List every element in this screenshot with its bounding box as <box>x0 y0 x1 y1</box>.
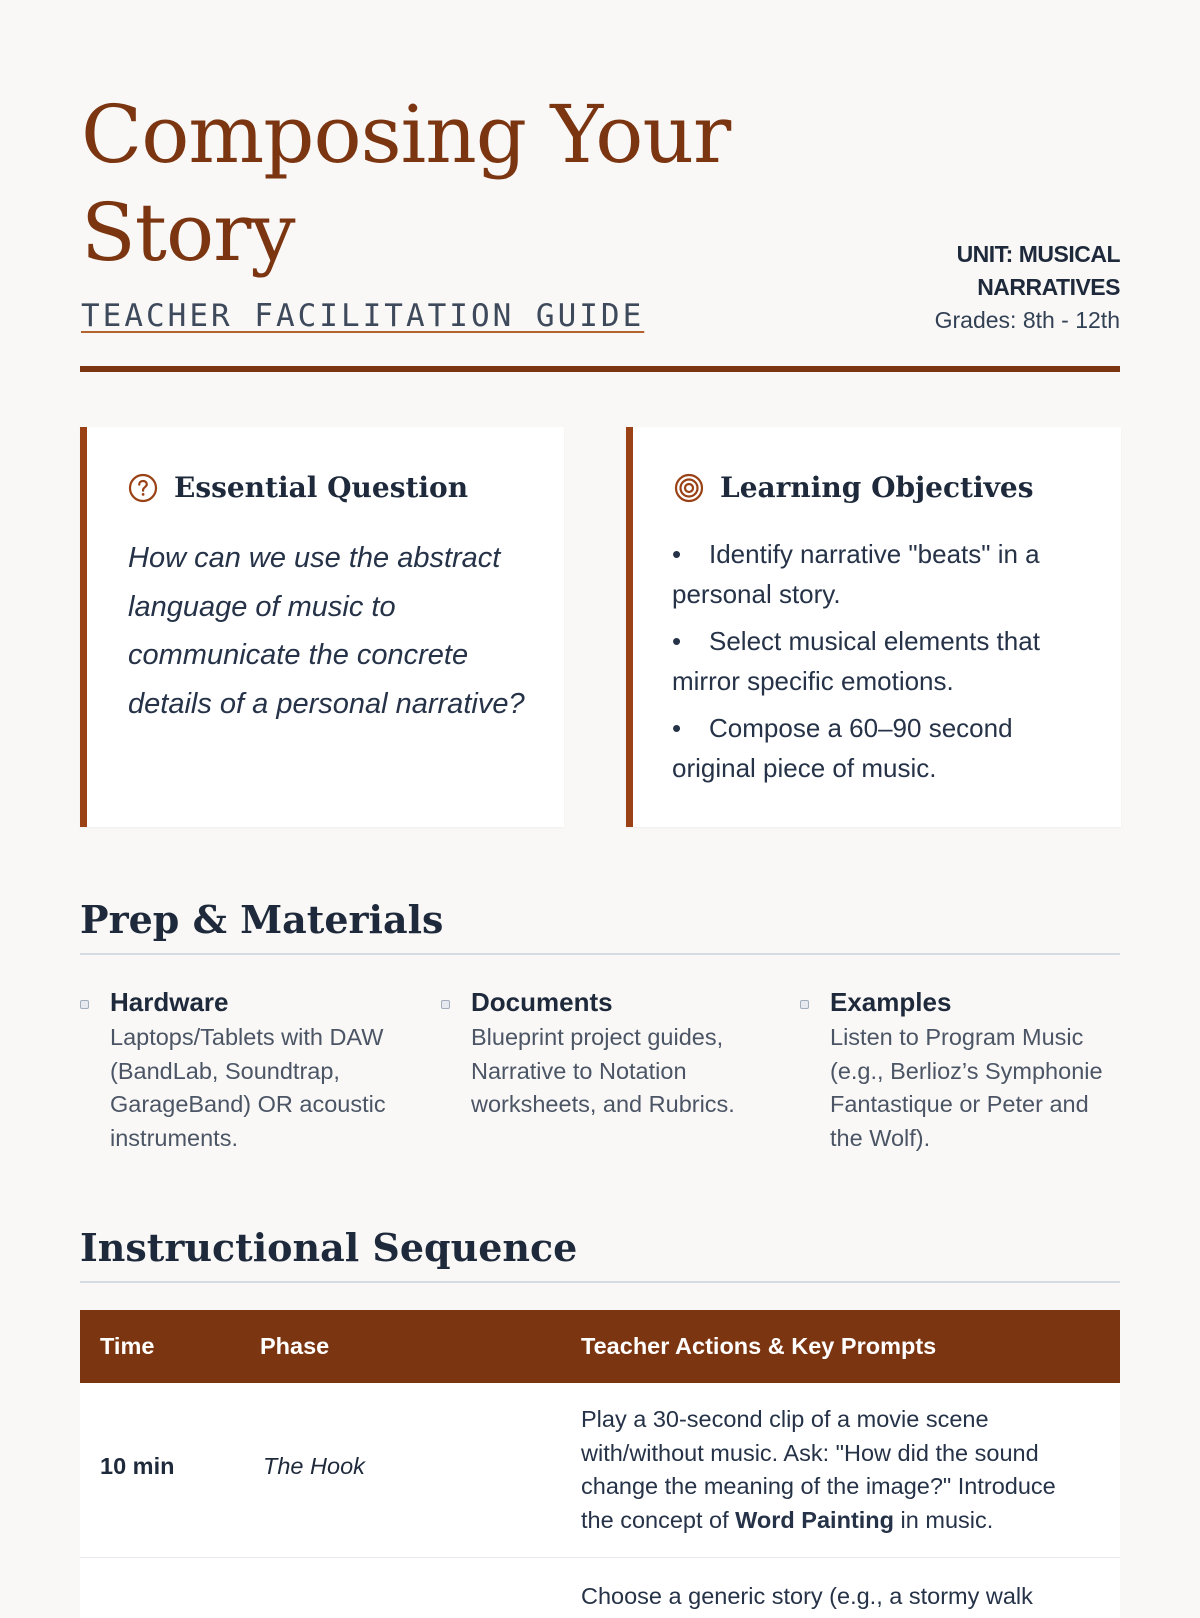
cell-phase: The Hook <box>263 1453 365 1479</box>
sequence-divider <box>80 1281 1120 1283</box>
sequence-table <box>80 1310 1120 1618</box>
square-bullet-icon <box>441 1000 450 1009</box>
question-circle-icon <box>128 473 158 503</box>
learning-objectives-title: Learning Objectives <box>720 471 1034 504</box>
table-header <box>80 1310 1120 1383</box>
prep-divider <box>80 953 1120 955</box>
unit-info <box>860 238 1120 337</box>
cell-actions: Play a 30-second clip of a movie scene with/without music. Ask: "How did the sound change the meaning of the image?" Introduce the concept of Word Painting in music. <box>581 1406 1056 1533</box>
essential-question-card <box>80 427 564 827</box>
prep-heading: Prep & Materials <box>80 897 444 942</box>
page-title: Composing Your Story <box>81 88 731 279</box>
objectives-list <box>672 534 1092 795</box>
target-icon <box>674 473 704 503</box>
grades-label: Grades: 8th - 12th <box>934 307 1120 333</box>
essential-question-header <box>128 471 468 504</box>
material-text: Blueprint project guides, Narrative to Notation worksheets, and Rubrics. <box>471 1024 735 1117</box>
learning-objectives-header <box>674 471 1033 504</box>
column-header-time: Time <box>100 1333 155 1359</box>
column-header-phase: Phase <box>260 1333 330 1359</box>
objective-item: • Compose a 60–90 second original piece of music. <box>672 713 1013 783</box>
table-row <box>80 1383 1120 1558</box>
objective-item: • Select musical elements that mirror specific emotions. <box>672 626 1040 696</box>
learning-objectives-card <box>626 427 1121 827</box>
essential-question-text: How can we use the abstract language of music to communicate the concrete details of a personal narrative? <box>128 542 525 720</box>
page-subtitle: TEACHER FACILITATION GUIDE <box>81 298 645 334</box>
sequence-heading: Instructional Sequence <box>80 1225 578 1270</box>
key-term: Word Painting <box>735 1506 895 1533</box>
material-text: Laptops/Tablets with DAW (BandLab, Soundtrap, GarageBand) OR acoustic instruments. <box>110 1024 386 1151</box>
cell-time: 10 min <box>100 1453 175 1479</box>
column-header-actions: Teacher Actions & Key Prompts <box>581 1333 937 1359</box>
header-divider <box>80 366 1120 372</box>
material-title: Examples <box>830 987 952 1017</box>
material-title: Documents <box>471 987 613 1017</box>
square-bullet-icon <box>80 1000 89 1009</box>
unit-label: UNIT: MUSICAL NARRATIVES <box>956 241 1120 300</box>
square-bullet-icon <box>800 1000 809 1009</box>
table-row <box>80 1558 1120 1618</box>
cell-actions: Choose a generic story (e.g., a stormy walk <box>581 1583 1033 1609</box>
material-text: Listen to Program Music (e.g., Berlioz’s Symphonie Fantastique or Peter and the Wolf). <box>830 1024 1103 1151</box>
objective-item: • Identify narrative "beats" in a personal story. <box>672 539 1040 609</box>
essential-question-title: Essential Question <box>174 471 469 504</box>
material-title: Hardware <box>110 987 229 1017</box>
